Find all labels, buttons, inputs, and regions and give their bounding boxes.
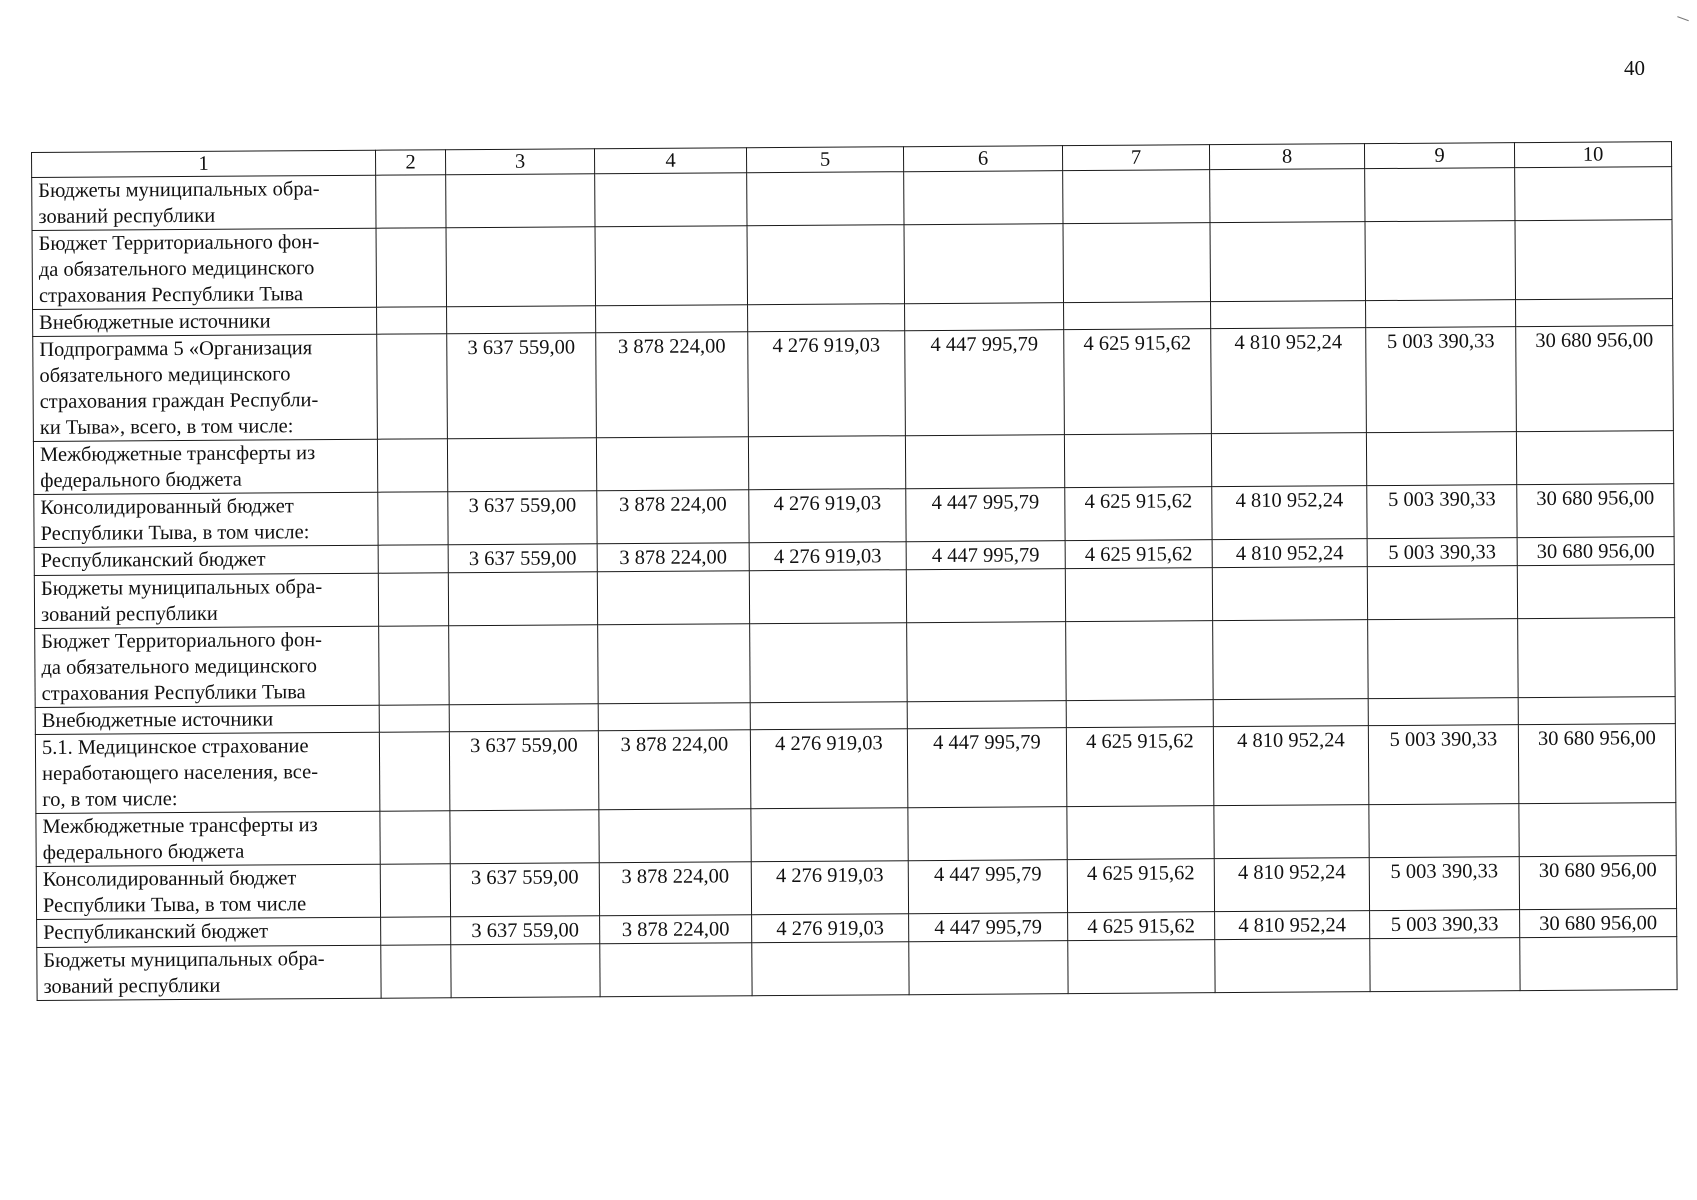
table-row	[37, 937, 1677, 1001]
value-cell-col-5	[750, 623, 908, 703]
value-cell-col-8	[1214, 805, 1369, 859]
column-2-cell	[379, 705, 449, 732]
column-header-5: 5	[746, 147, 903, 173]
value-cell-col-9	[1365, 168, 1515, 222]
value-cell-col-10	[1515, 220, 1673, 300]
value-cell-col-6: 4 447 995,79	[906, 541, 1065, 570]
value-cell-col-3	[446, 174, 595, 228]
value-cell-col-5	[752, 942, 909, 996]
value-cell-col-8	[1213, 699, 1368, 727]
value-cell-col-10	[1516, 431, 1673, 485]
row-label	[33, 307, 377, 336]
row-label	[34, 545, 378, 575]
row-label-line: зований республики	[40, 602, 218, 626]
row-label	[34, 492, 378, 547]
value-cell-col-3: 3 637 559,00	[448, 491, 597, 545]
row-label-line: неработающего населения, все-	[42, 761, 319, 785]
row-label-line: обязательного медицинского	[39, 363, 291, 387]
value-cell-col-9	[1366, 432, 1516, 486]
column-header-10: 10	[1514, 142, 1671, 168]
value-cell-col-9	[1368, 698, 1518, 726]
value-cell-col-6	[909, 941, 1068, 995]
row-label-line: Консолидированный бюджет	[42, 867, 297, 891]
value-cell-col-4: 3 878 224,00	[599, 862, 751, 916]
row-label-line: Республиканский бюджет	[43, 920, 269, 944]
value-cell-col-4	[595, 173, 747, 227]
value-cell-col-7	[1064, 434, 1211, 488]
column-header-9: 9	[1364, 143, 1514, 169]
value-cell-col-7	[1066, 621, 1214, 701]
row-label-line: Республики Тыва, в том числе:	[40, 521, 310, 545]
value-cell-col-5	[747, 172, 904, 226]
row-label-line: ки Тыва», всего, в том числе:	[39, 415, 294, 439]
value-cell-col-5	[747, 225, 905, 305]
value-cell-col-6	[908, 807, 1067, 861]
value-cell-col-10: 30 680 956,00	[1517, 484, 1674, 538]
value-cell-col-4	[598, 703, 750, 731]
value-cell-col-3	[449, 704, 598, 732]
value-cell-col-3: 3 637 559,00	[449, 731, 599, 811]
budget-table-body	[32, 142, 1678, 1001]
column-2-cell	[377, 439, 447, 492]
value-cell-col-4	[595, 226, 748, 306]
column-header-1: 1	[32, 150, 376, 177]
column-2-cell	[378, 492, 448, 545]
value-cell-col-4	[598, 624, 751, 704]
column-2-cell	[376, 175, 446, 228]
table-row	[35, 724, 1675, 814]
value-cell-col-8	[1212, 567, 1367, 621]
row-label-line: федерального бюджета	[42, 840, 245, 864]
value-cell-col-8	[1213, 620, 1369, 700]
value-cell-col-3	[450, 810, 599, 864]
page-number: 40	[1624, 56, 1645, 80]
value-cell-col-9	[1365, 221, 1516, 301]
column-2-cell	[377, 334, 448, 439]
value-cell-col-4	[599, 809, 751, 863]
row-label-line: страхования Республики Тыва	[38, 283, 304, 307]
value-cell-col-9	[1367, 566, 1517, 620]
value-cell-col-4	[600, 943, 752, 997]
row-label-line: 5.1. Медицинское страхование	[41, 735, 309, 759]
row-label-line: Республиканский бюджет	[40, 548, 266, 572]
table-row	[35, 618, 1675, 708]
column-header-8: 8	[1209, 144, 1364, 170]
value-cell-col-4: 3 878 224,00	[597, 490, 749, 544]
value-cell-col-8	[1210, 169, 1365, 223]
row-label-line: зований республики	[43, 974, 221, 998]
column-2-cell	[376, 228, 447, 307]
row-label-line: Бюджеты муниципальных обра-	[38, 178, 320, 202]
row-label-line: зований республики	[38, 204, 216, 228]
row-label-line: го, в том числе:	[42, 788, 178, 811]
value-cell-col-8: 4 810 952,24	[1211, 328, 1367, 434]
column-header-3: 3	[445, 149, 594, 175]
budget-table	[31, 141, 1678, 1001]
value-cell-col-9	[1370, 938, 1520, 992]
value-cell-col-4	[596, 305, 748, 333]
row-label-line: Межбюджетные трансферты из	[42, 814, 318, 838]
value-cell-col-6: 4 447 995,79	[905, 330, 1065, 436]
value-cell-col-7: 4 625 915,62	[1065, 487, 1212, 541]
value-cell-col-7	[1065, 568, 1212, 622]
value-cell-col-6	[905, 303, 1064, 331]
value-cell-col-9	[1369, 804, 1519, 858]
column-header-4: 4	[594, 148, 746, 174]
row-label-line: страхования Республики Тыва	[41, 681, 306, 705]
value-cell-col-9: 5 003 390,33	[1366, 327, 1517, 433]
value-cell-col-5	[748, 304, 905, 332]
value-cell-col-10	[1519, 803, 1676, 857]
row-label-line: Бюджет Территориального фон-	[41, 629, 323, 653]
value-cell-col-7	[1067, 806, 1214, 860]
value-cell-col-7	[1064, 302, 1211, 330]
row-label	[34, 573, 378, 628]
column-header-6: 6	[903, 146, 1062, 172]
column-2-cell	[380, 811, 450, 864]
column-2-cell	[379, 626, 450, 705]
value-cell-col-10	[1518, 618, 1676, 698]
value-cell-col-6	[905, 435, 1064, 489]
value-cell-col-6: 4 447 995,79	[908, 860, 1067, 914]
table-row	[32, 220, 1672, 310]
value-cell-col-7	[1063, 170, 1210, 224]
value-cell-col-5: 4 276 919,03	[751, 861, 908, 915]
row-label	[37, 945, 381, 1000]
value-cell-col-6	[907, 701, 1066, 729]
value-cell-col-10	[1517, 565, 1674, 619]
column-2-cell	[381, 945, 451, 998]
value-cell-col-7: 4 625 915,62	[1064, 329, 1212, 435]
row-label-line: Бюджеты муниципальных обра-	[40, 576, 323, 600]
row-label-line: Бюджеты муниципальных обра-	[43, 948, 325, 972]
value-cell-col-3	[447, 438, 596, 492]
value-cell-col-4: 3 878 224,00	[597, 543, 749, 572]
value-cell-col-10	[1518, 697, 1675, 725]
value-cell-col-4: 3 878 224,00	[596, 332, 749, 438]
value-cell-col-9	[1366, 300, 1516, 328]
value-cell-col-3	[449, 625, 599, 705]
value-cell-col-6	[907, 622, 1067, 702]
value-cell-col-9: 5 003 390,33	[1367, 538, 1517, 567]
row-label	[32, 175, 376, 230]
value-cell-col-10: 30 680 956,00	[1517, 537, 1674, 566]
value-cell-col-9: 5 003 390,33	[1367, 485, 1517, 539]
budget-table-sheet	[31, 141, 1677, 1001]
row-label-line: Консолидированный бюджет	[40, 495, 294, 519]
row-label	[32, 228, 377, 309]
row-label	[36, 864, 380, 919]
value-cell-col-6: 4 447 995,79	[909, 913, 1068, 942]
value-cell-col-5: 4 276 919,03	[748, 331, 906, 437]
value-cell-col-10: 30 680 956,00	[1519, 856, 1676, 910]
value-cell-col-6	[906, 569, 1065, 623]
column-2-cell	[380, 864, 450, 917]
value-cell-col-9: 5 003 390,33	[1368, 725, 1519, 805]
value-cell-col-7: 4 625 915,62	[1066, 727, 1214, 807]
value-cell-col-5	[749, 570, 906, 624]
row-label-line: Межбюджетные трансферты из	[39, 442, 316, 466]
value-cell-col-8: 4 810 952,24	[1213, 726, 1369, 806]
column-2-cell	[378, 573, 448, 626]
value-cell-col-8: 4 810 952,24	[1215, 911, 1370, 940]
value-cell-col-6: 4 447 995,79	[906, 488, 1065, 542]
row-label-line: страхования граждан Республи-	[39, 389, 319, 413]
scan-mark	[1675, 16, 1689, 27]
value-cell-col-5: 4 276 919,03	[749, 542, 906, 571]
value-cell-col-8	[1215, 939, 1370, 993]
value-cell-col-9: 5 003 390,33	[1370, 910, 1520, 939]
value-cell-col-6	[904, 171, 1063, 225]
value-cell-col-8: 4 810 952,24	[1212, 539, 1367, 568]
row-label	[35, 732, 380, 813]
value-cell-col-10	[1516, 299, 1673, 327]
value-cell-col-7	[1068, 940, 1215, 994]
value-cell-col-7: 4 625 915,62	[1065, 540, 1212, 569]
row-label-line: Внебюджетные источники	[39, 310, 271, 334]
value-cell-col-8	[1211, 433, 1366, 487]
value-cell-col-9	[1368, 619, 1519, 699]
column-header-7: 7	[1062, 145, 1209, 171]
row-label	[35, 705, 379, 734]
value-cell-col-5	[750, 702, 907, 730]
value-cell-col-5	[748, 436, 905, 490]
value-cell-col-5: 4 276 919,03	[750, 729, 908, 809]
table-row	[33, 326, 1674, 442]
value-cell-col-5: 4 276 919,03	[749, 489, 906, 543]
value-cell-col-10: 30 680 956,00	[1520, 909, 1677, 938]
row-label-line: Подпрограмма 5 «Организация	[39, 337, 313, 361]
row-label	[35, 626, 380, 707]
value-cell-col-6: 4 447 995,79	[907, 728, 1067, 808]
value-cell-col-3: 3 637 559,00	[451, 916, 600, 945]
value-cell-col-4: 3 878 224,00	[598, 730, 751, 810]
row-label-line: да обязательного медицинского	[41, 655, 318, 679]
value-cell-col-6	[904, 224, 1064, 304]
column-2-cell	[377, 307, 447, 334]
value-cell-col-3: 3 637 559,00	[447, 333, 597, 439]
column-2-cell	[379, 732, 450, 811]
value-cell-col-8: 4 810 952,24	[1214, 858, 1369, 912]
value-cell-col-9: 5 003 390,33	[1369, 857, 1519, 911]
value-cell-col-10	[1515, 167, 1672, 221]
column-header-2: 2	[375, 150, 445, 175]
row-label	[36, 811, 380, 866]
value-cell-col-3	[447, 306, 596, 334]
row-label-line: Внебюджетные источники	[41, 708, 274, 732]
value-cell-col-3: 3 637 559,00	[448, 544, 597, 573]
row-label-line: федерального бюджета	[40, 468, 242, 492]
value-cell-col-3: 3 637 559,00	[450, 863, 599, 917]
value-cell-col-7	[1063, 223, 1211, 303]
row-label	[33, 439, 377, 494]
row-label	[33, 334, 378, 441]
value-cell-col-7: 4 625 915,62	[1068, 912, 1215, 941]
row-label	[37, 917, 381, 947]
value-cell-col-7: 4 625 915,62	[1067, 859, 1214, 913]
value-cell-col-4: 3 878 224,00	[600, 915, 752, 944]
row-label-line: да обязательного медицинского	[38, 257, 315, 281]
value-cell-col-3	[448, 572, 597, 626]
value-cell-col-3	[446, 227, 596, 307]
row-label-line: Республики Тыва, в том числе	[42, 893, 307, 917]
column-2-cell	[381, 917, 451, 945]
value-cell-col-4	[597, 571, 749, 625]
row-label-line: Бюджет Территориального фон-	[38, 231, 320, 255]
value-cell-col-10	[1520, 937, 1677, 991]
value-cell-col-8	[1211, 301, 1366, 329]
value-cell-col-5: 4 276 919,03	[752, 914, 909, 943]
value-cell-col-4	[596, 437, 748, 491]
value-cell-col-10: 30 680 956,00	[1518, 724, 1676, 804]
value-cell-col-3	[451, 944, 600, 998]
column-2-cell	[378, 545, 448, 573]
value-cell-col-8	[1210, 222, 1366, 302]
value-cell-col-10: 30 680 956,00	[1516, 326, 1674, 432]
value-cell-col-8: 4 810 952,24	[1212, 486, 1367, 540]
value-cell-col-7	[1066, 700, 1213, 728]
value-cell-col-5	[751, 808, 908, 862]
